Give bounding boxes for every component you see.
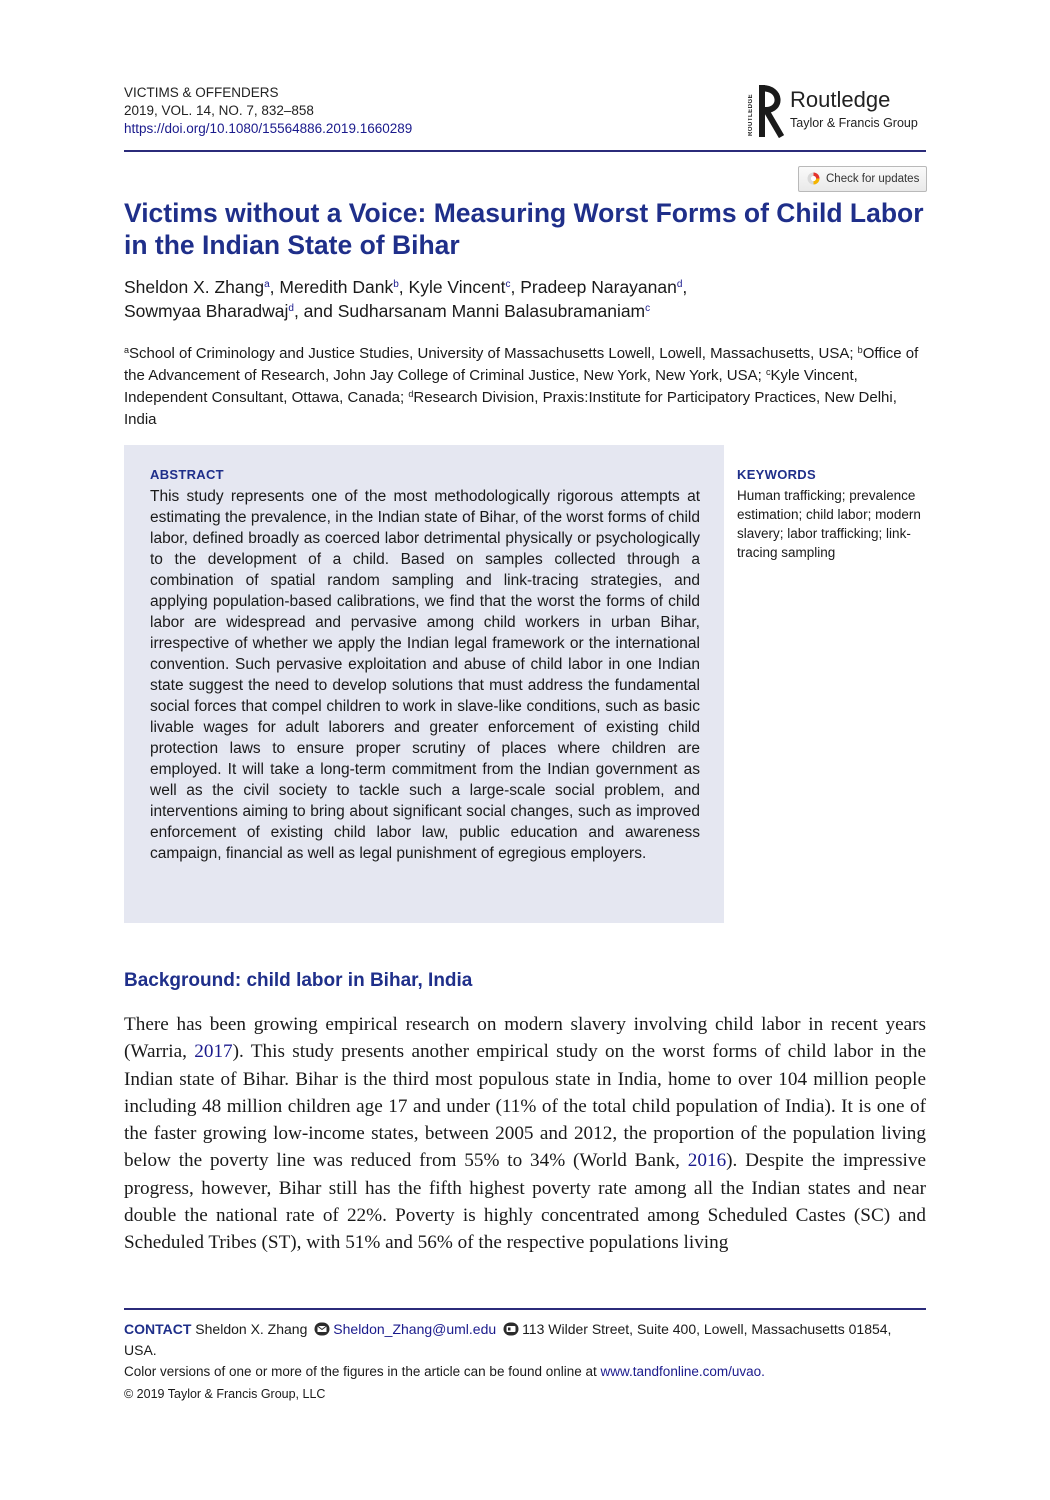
article-title: Victims without a Voice: Measuring Worst Forms of Child Labor in the Indian State of Bihar <box>124 198 924 260</box>
author-name: Sowmyaa Bharadwaj <box>124 301 289 321</box>
contact-address: 113 Wilder Street, Suite 400, Lowell, Massachusetts 01854, USA. <box>124 1321 892 1358</box>
author-list: Sheldon X. Zhang$^a$, Meredith Dank$^b$, Kyle Vincent$^c$, Pradeep Narayanan$^d$, Sowmyaa Bharadwaj$^d$, and Sudharsanam Manni Balasubramaniam$^c$ <box>124 277 688 321</box>
tandfonline-link[interactable]: www.tandfonline.com/uvao. <box>600 1364 765 1379</box>
routledge-r-icon <box>758 84 786 138</box>
abstract-heading: ABSTRACT <box>150 467 224 482</box>
doi-link[interactable]: https://doi.org/10.1080/15564886.2019.1660289 <box>124 121 413 136</box>
email-icon <box>314 1322 330 1336</box>
body-paragraph <box>124 1011 926 1257</box>
journal-info <box>124 84 412 138</box>
publisher-vertical-text: ROUTLEDGE <box>748 93 754 136</box>
color-versions-note <box>124 1362 765 1382</box>
section-heading: Background: child labor in Bihar, India <box>124 970 473 991</box>
body-text-part: ). This study presents another empirical study on the worst forms of child labor in the Indian state of Bihar. Bihar is the third most populous state in India, home to over 104 million people including 48 million children age 17 and under (11% of the total child population of India). It is one of the faster growing low-income states, between 2005 and 2012, the proportion of the population living below the poverty line was reduced from 55% to 34% (World Bank, <box>124 1041 927 1172</box>
affiliations <box>124 343 926 431</box>
affiliation-text: School of Criminology and Justice Studies, University of Massachusetts Lowell, Lowell, Massachusetts, USA; <box>129 345 854 362</box>
author-name: Sheldon X. Zhang <box>124 277 265 297</box>
author-name: Pradeep Narayanan <box>520 277 677 297</box>
header-rule <box>124 150 926 152</box>
author-affiliation-mark[interactable]: d <box>676 279 683 290</box>
color-note-text: Color versions of one or more of the figures in the article can be found online at <box>124 1364 601 1379</box>
email-link[interactable]: Sheldon_Zhang@uml.edu <box>333 1321 497 1337</box>
copyright: © 2019 Taylor & Francis Group, LLC <box>124 1387 326 1401</box>
check-for-updates-button[interactable] <box>798 166 927 192</box>
affiliation-text: Office of the Advancement of Research, John Jay College of Criminal Justice, New York, New York, USA; <box>124 345 919 384</box>
publisher-logo <box>748 82 928 140</box>
publisher-name: Routledge <box>790 87 891 112</box>
journal-name: VICTIMS & OFFENDERS <box>124 85 279 100</box>
author-affiliation-mark[interactable]: b <box>393 279 399 290</box>
author-name: Sudharsanam Manni Balasubramaniam <box>337 301 646 321</box>
author-affiliation-mark[interactable]: c <box>645 303 651 314</box>
journal-issue: 2019, VOL. 14, NO. 7, 832–858 <box>124 103 314 118</box>
contact-info <box>124 1319 926 1361</box>
author-affiliation-mark[interactable]: d <box>288 303 294 314</box>
publisher-group: Taylor & Francis Group <box>790 116 918 130</box>
affiliation-text: Kyle Vincent, Independent Consultant, Ottawa, Canada; <box>124 367 858 406</box>
author-affiliation-mark[interactable]: a <box>264 279 270 290</box>
affiliation-key: c <box>766 367 771 377</box>
author-name: Meredith Dank <box>279 277 394 297</box>
author-affiliation-mark[interactable]: c <box>505 279 511 290</box>
body-text-part: ). Despite the impressive progress, however, Bihar still has the fifth highest poverty rate among all the Indian states and near double the national rate of 22%. Poverty is highly concentrated among Scheduled Castes (SC) and Scheduled Tribes (ST), with 51% and 56% of the respective populations living <box>124 1150 926 1254</box>
keywords-text: Human trafficking; prevalence estimation; child labor; modern slavery; labor trafficking; link-tracing sampling <box>737 488 921 560</box>
abstract-text: This study represents one of the most methodologically rigorous attempts at estimating the prevalence, in the Indian state of Bihar, of the worst forms of child labor, defined broadly as coerced labor detrimental physically or psychologically to the development of a child. Based on samples collected through a combination of spatial random sampling and link-tracing strategies, and applying population-based calibrations, we find that the worst the forms of child labor are widespread and pervasive among child workers in urban Bihar, irrespective of whether we apply the Indian legal framework or the international convention. Such pervasive exploitation and abuse of child labor in one Indian state suggest the need to develop solutions that must address the fundamental social forces that compel children to work in slave-like conditions, such as basic livable wages for adult laborers and greater enforcement of existing child protection laws to ensure proper scrutiny of places where children are employed. It will take a long-term commitment from the Indian government as well as the civil society to tackle such a large-scale social problem, and interventions aiming to bring about significant social changes, such as improved enforcement of existing child labor law, public education and awareness campaign, financial as well as legal punishment of egregious employers. <box>150 488 700 862</box>
citation-link[interactable]: 2016 <box>687 1150 727 1172</box>
contact-label: CONTACT <box>124 1321 192 1337</box>
affiliation-key: a <box>124 345 130 355</box>
address-icon <box>503 1322 519 1336</box>
crossmark-icon <box>807 172 820 185</box>
contact-name: Sheldon X. Zhang <box>195 1321 308 1337</box>
keywords-heading: KEYWORDS <box>737 467 816 482</box>
footer-rule <box>124 1308 926 1310</box>
body-text-part: There has been growing empirical research on modern slavery involving child labor in recent years (Warria, <box>124 1014 926 1063</box>
author-name: Kyle Vincent <box>408 277 506 297</box>
affiliation-key: d <box>408 389 414 399</box>
affiliation-text: Research Division, Praxis:Institute for Participatory Practices, New Delhi, India <box>124 389 897 428</box>
affiliation-key: b <box>857 345 863 355</box>
check-for-updates-label: Check for updates <box>826 173 920 185</box>
citation-link[interactable]: 2017 <box>194 1041 233 1063</box>
